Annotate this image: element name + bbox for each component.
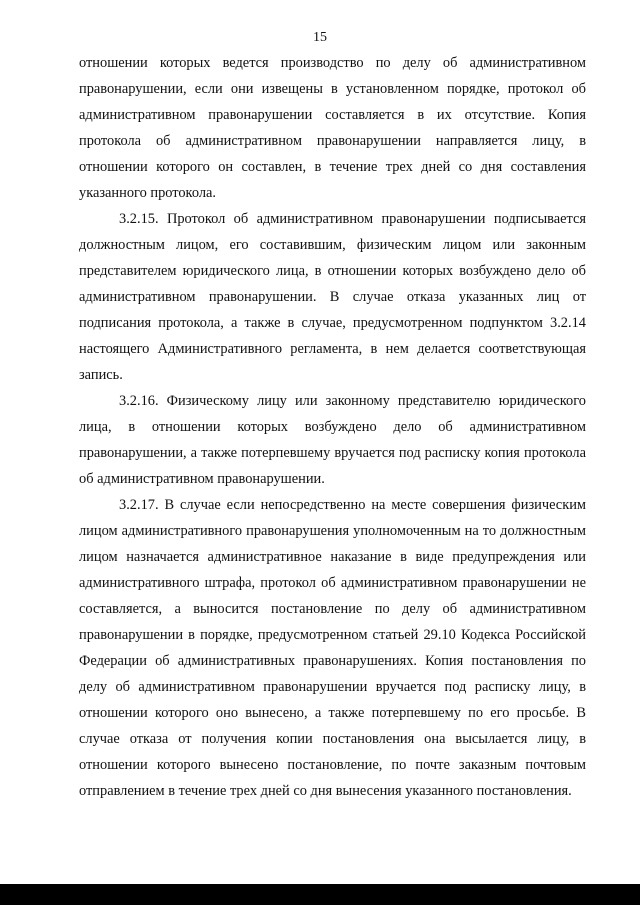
paragraph-3-2-16: 3.2.16. Физическому лицу или законному представителю юридического лица, в отношении которых возбуждено дело об административном правонарушении, а также потерпевшему вручается под расписку копия протокола об административном правонарушении.	[79, 393, 586, 487]
document-body	[79, 50, 586, 804]
paragraph-continuation: отношении которых ведется производство по делу об административном правонарушении, если они извещены в установленном порядке, протокол об административном правонарушении составляется в их отсутствие. Копия протокола об административном правонарушении направляется лицу, в отношении которого он составлен, в течение трех дней со дня составления указанного протокола.	[79, 55, 586, 201]
paragraph-3-2-17: 3.2.17. В случае если непосредственно на месте совершения физическим лицом административного правонарушения уполномоченным на то должностным лицом назначается административное наказание в виде предупреждения или административного штрафа, протокол об административном правонарушении не составляется, а выносится постановление по делу об административном правонарушении в порядке, предусмотренном статьей 29.10 Кодекса Российской Федерации об административных правонарушениях. Копия постановления по делу об административном правонарушении вручается под расписку лицу, в отношении которого оно вынесено, а также потерпевшему по его просьбе. В случае отказа от получения копии постановления она высылается лицу, в отношении которого вынесено постановление, по почте заказным почтовым отправлением в течение трех дней со дня вынесения указанного постановления.	[79, 497, 586, 799]
paragraph-3-2-15: 3.2.15. Протокол об административном правонарушении подписывается должностным лицом, его составившим, физическим лицом или законным представителем юридического лица, в отношении которых возбуждено дело об административном правонарушении. В случае отказа указанных лиц от подписания протокола, а также в случае, предусмотренном подпунктом 3.2.14 настоящего Административного регламента, в нем делается соответствующая запись.	[79, 211, 586, 383]
page-number: 15	[313, 30, 327, 45]
scan-bottom-edge	[0, 884, 640, 905]
